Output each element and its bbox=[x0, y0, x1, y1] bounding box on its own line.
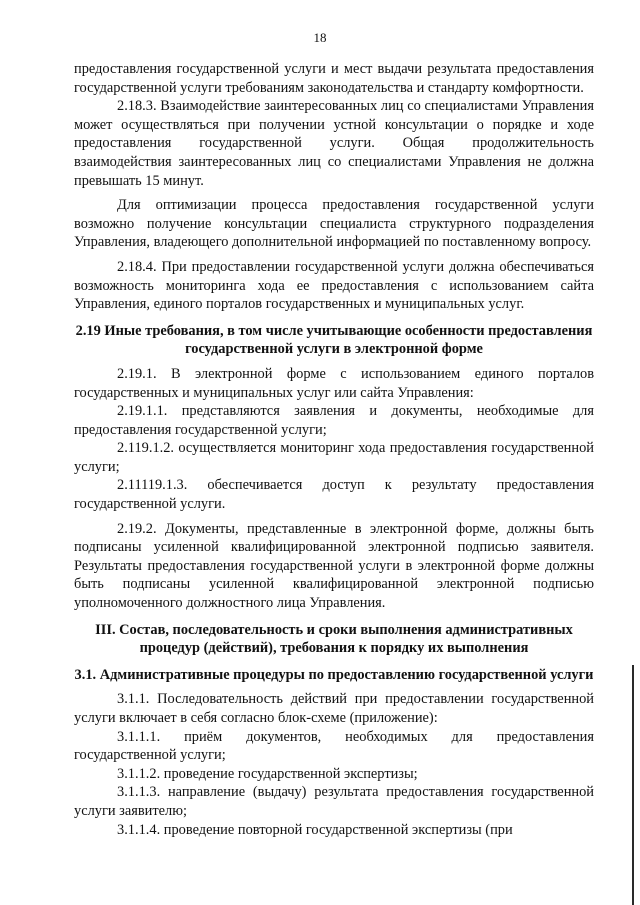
page-number: 18 bbox=[313, 30, 327, 45]
document-body bbox=[74, 60, 594, 839]
paragraph: 3.1.1. Последовательность действий при предоставлении государственной услуги включает в себя согласно блок-схеме (приложение): bbox=[74, 691, 594, 726]
section-heading: 3.1. Административные процедуры по предоставлению государственной услуги bbox=[74, 666, 594, 683]
paragraph: 3.1.1.2. проведение государственной экспертизы; bbox=[117, 765, 418, 782]
chapter-heading: III. Состав, последовательность и сроки выполнения административных процедур (действий), требования к порядку их выполнения bbox=[95, 621, 573, 657]
paragraph: 2.11119.1.3. обеспечивается доступ к результату предоставления государственной услуги. bbox=[74, 477, 594, 513]
paragraph: 2.18.3. Взаимодействие заинтересованных лиц со специалистами Управления может осуществляться при получении устной консультации о порядке и ходе предоставления государственной услуги. Общая продолжительность взаимодействия заинтересованных лиц со специалистами Управления не должна превышать 15 минут. bbox=[74, 98, 594, 189]
paragraph: 3.1.1.3. направление (выдачу) результата предоставления государственной услуги заявителю; bbox=[74, 784, 594, 819]
paragraph: 2.19.1.1. представляются заявления и документы, необходимые для предоставления государственной услуги; bbox=[74, 403, 594, 438]
paragraph: Для оптимизации процесса предоставления государственной услуги возможно получение консультации специалиста структурного подразделения Управления, владеющего дополнительной информацией по поставленному вопросу. bbox=[74, 197, 594, 251]
scan-edge-line bbox=[632, 665, 634, 905]
paragraph: предоставления государственной услуги и мест выдачи результата предоставления государственной услуги требованиям законодательства и стандарту комфортности. bbox=[74, 61, 594, 96]
paragraph: 2.19.2. Документы, представленные в электронной форме, должны быть подписаны усиленной квалифицированной электронной подписью заявителя. Результаты предоставления государственной услуги в электронной форме должны быть подписаны усиленной квалифицированной электронной подписью уполномоченного должностного лица Управления. bbox=[74, 520, 594, 612]
paragraph: 3.1.1.1. приём документов, необходимых для предоставления государственной услуги; bbox=[74, 728, 594, 764]
paragraph: 2.19.1. В электронной форме с использованием единого порталов государственных и муниципальных услуг или сайта Управления: bbox=[74, 365, 594, 401]
paragraph: 2.119.1.2. осуществляется мониторинг хода предоставления государственной услуги; bbox=[74, 440, 594, 475]
paragraph: 3.1.1.4. проведение повторной государственной экспертизы (при bbox=[117, 821, 513, 838]
section-heading: 2.19 Иные требования, в том числе учитывающие особенности предоставления государственной услуги в электронной форме bbox=[75, 322, 593, 358]
paragraph: 2.18.4. При предоставлении государственной услуги должна обеспечиваться возможность мониторинга хода ее предоставления с использованием сайта Управления, единого порталов государственных и муниципальных услуг. bbox=[74, 258, 594, 313]
